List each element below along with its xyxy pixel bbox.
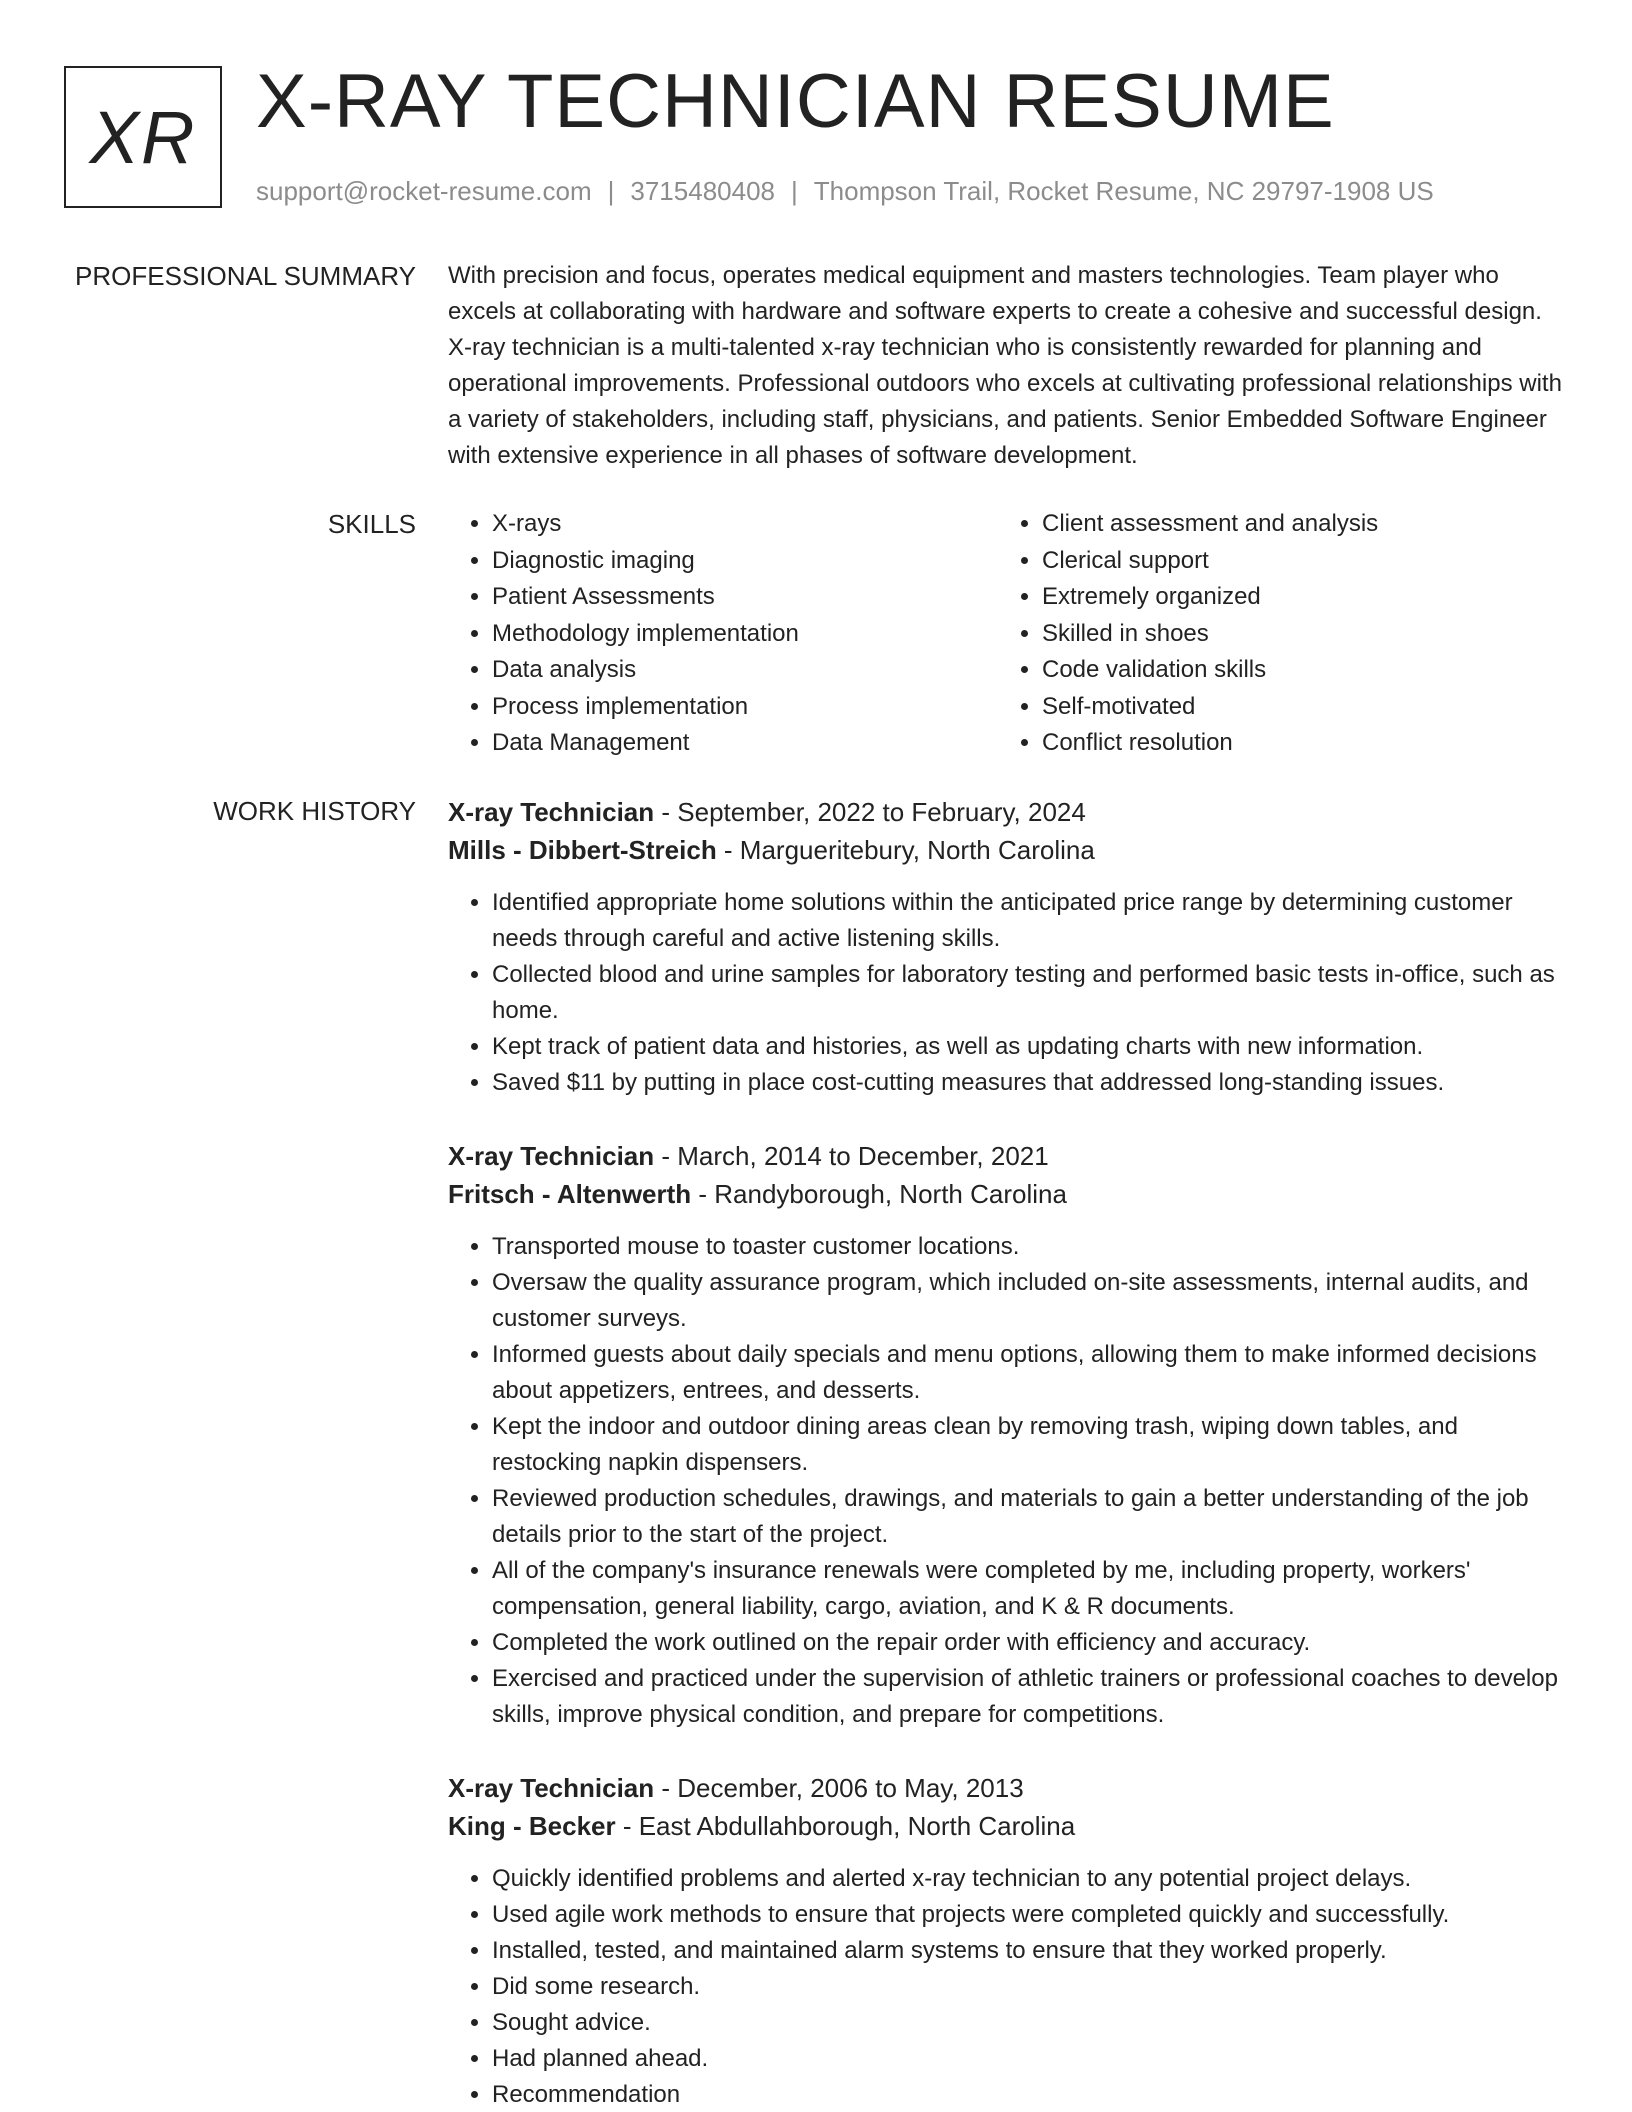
skill-item: • Client assessment and analysis [1042,506,1548,543]
job-entry [448,793,1568,1101]
job-location: - Randyborough, North Carolina [691,1179,1067,1209]
skills-column-left [448,506,998,762]
job-entry [448,1137,1568,1733]
job-entry [448,1769,1568,2112]
resume-title: X-RAY TECHNICIAN RESUME [256,59,1335,144]
skill-item: • Diagnostic imaging [492,543,998,580]
skills-list [448,506,998,762]
job-dates: - December, 2006 to May, 2013 [654,1773,1024,1803]
skills-list [998,506,1548,762]
job-bullet: • Saved $11 by putting in place cost-cutting measures that addressed long-standing issues. [492,1065,1568,1101]
job-bullet: • Transported mouse to toaster customer locations. [492,1229,1568,1265]
summary-text: With precision and focus, operates medical equipment and masters technologies. Team player who excels at collaborating with hardware and software experts to create a cohesive and successful design. X-ray technician is a multi-talented x-ray technician who is consistently rewarded for planning and operational improvements. Professional outdoors who excels at cultivating professional relationships with a variety of stakeholders, including staff, physicians, and patients. Senior Embedded Software Engineer with extensive experience in all phases of software development. [448,262,1562,469]
skill-item: • Data analysis [492,652,998,689]
skills-heading: SKILLS [327,509,416,539]
skill-item: • Clerical support [1042,543,1548,580]
work-history-body [448,793,1568,2112]
job-title: X-ray Technician [448,1141,655,1171]
skill-item: • Skilled in shoes [1042,616,1548,653]
skill-item: • Methodology implementation [492,616,998,653]
skills-body [448,506,1568,762]
job-company: Mills - Dibbert-Streich [448,835,717,865]
job-bullet: • Sought advice. [492,2005,1568,2041]
monogram-logo: XR [64,66,222,208]
job-bullet: • Reviewed production schedules, drawings, and materials to gain a better understanding of the job details prior to the start of the project. [492,1481,1568,1553]
job-bullet: • Quickly identified problems and alerted x-ray technician to any potential project delays. [492,1861,1568,1897]
contact-address: Thompson Trail, Rocket Resume, NC 29797-1908 US [813,176,1434,206]
job-dates: - September, 2022 to February, 2024 [654,797,1086,827]
job-title: X-ray Technician [448,797,655,827]
summary-body [448,258,1568,474]
skill-item: • Data Management [492,725,998,762]
job-company-line [448,831,1568,869]
job-bullet: • Did some research. [492,1969,1568,2005]
job-company-line [448,1807,1568,1845]
contact-phone: 3715480408 [630,176,775,206]
skill-item: • X-rays [492,506,998,543]
contact-separator: | [607,176,615,206]
job-company-line [448,1175,1568,1213]
job-bullet: • Collected blood and urine samples for laboratory testing and performed basic tests in-office, such as home. [492,957,1568,1029]
contact-line [256,176,1434,206]
job-title-line [448,793,1568,831]
job-bullet: • Recommendation [492,2077,1568,2112]
contact-separator: | [791,176,798,206]
skill-item: • Patient Assessments [492,579,998,616]
job-bullet: • Identified appropriate home solutions within the anticipated price range by determining customer needs through careful and active listening skills. [492,885,1568,957]
skill-item: • Process implementation [492,689,998,726]
job-bullets [448,1861,1568,2112]
skill-item: • Self-motivated [1042,689,1548,726]
job-dates: - March, 2014 to December, 2021 [654,1141,1049,1171]
job-bullets [448,1229,1568,1733]
skill-item: • Code validation skills [1042,652,1548,689]
work-history-heading: WORK HISTORY [213,796,416,826]
job-bullet: • Informed guests about daily specials and menu options, allowing them to make informed decisions about appetizers, entrees, and desserts. [492,1337,1568,1409]
job-bullet: • All of the company's insurance renewals were completed by me, including property, workers' compensation, general liability, cargo, aviation, and K & R documents. [492,1553,1568,1625]
job-location: - East Abdullahborough, North Carolina [615,1811,1076,1841]
job-title: X-ray Technician [448,1773,655,1803]
skill-item: • Extremely organized [1042,579,1548,616]
skills-column-right [998,506,1548,762]
job-location: - Margueritebury, North Carolina [716,835,1095,865]
job-bullet: • Used agile work methods to ensure that projects were completed quickly and successfully. [492,1897,1568,1933]
job-bullets [448,885,1568,1101]
job-company: Fritsch - Altenwerth [448,1179,692,1209]
job-bullet: • Had planned ahead. [492,2041,1568,2077]
job-bullet: • Completed the work outlined on the repair order with efficiency and accuracy. [492,1625,1568,1661]
contact-email: support@rocket-resume.com [256,176,592,206]
summary-heading: PROFESSIONAL SUMMARY [75,261,416,291]
job-title-line [448,1769,1568,1807]
job-bullet: • Kept the indoor and outdoor dining areas clean by removing trash, wiping down tables, and restocking napkin dispensers. [492,1409,1568,1481]
job-bullet: • Oversaw the quality assurance program, which included on-site assessments, internal audits, and customer surveys. [492,1265,1568,1337]
job-title-line [448,1137,1568,1175]
job-company: King - Becker [448,1811,616,1841]
skill-item: • Conflict resolution [1042,725,1548,762]
job-bullet: • Exercised and practiced under the supervision of athletic trainers or professional coaches to develop skills, improve physical condition, and prepare for competitions. [492,1661,1568,1733]
job-bullet: • Kept track of patient data and histories, as well as updating charts with new information. [492,1029,1568,1065]
job-bullet: • Installed, tested, and maintained alarm systems to ensure that they worked properly. [492,1933,1568,1969]
